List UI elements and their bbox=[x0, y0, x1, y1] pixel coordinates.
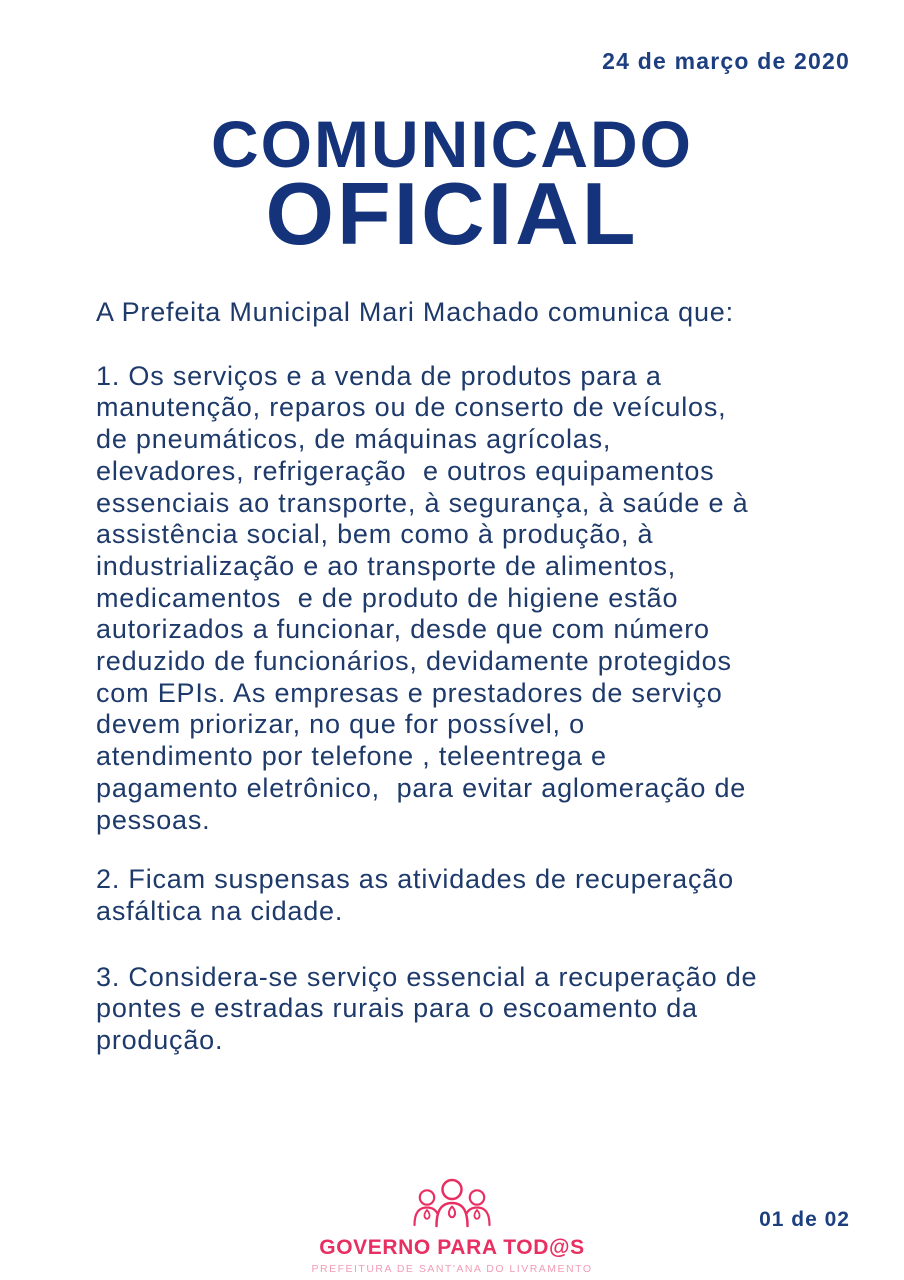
body-line: 1. Os serviços e a venda de produtos para a bbox=[96, 360, 662, 391]
body-line: 3. Considera-se serviço essencial a recuperação de bbox=[96, 961, 758, 992]
announcement-body bbox=[96, 297, 836, 1057]
body-line: reduzido de funcionários, devidamente protegidos bbox=[96, 646, 732, 677]
body-line: industrialização e ao transporte de alimentos, bbox=[96, 550, 677, 581]
body-line: elevadores, refrigeração e outros equipamentos bbox=[96, 455, 715, 486]
three-people-outline-icon bbox=[400, 1178, 504, 1234]
page-indicator: 01 de 02 bbox=[759, 1208, 850, 1231]
logo-title: GOVERNO PARA TOD@S bbox=[319, 1236, 585, 1259]
body-line: devem priorizar, no que for possível, o bbox=[96, 709, 585, 740]
title-line-oficial: OFICIAL bbox=[265, 164, 639, 263]
body-line: essenciais ao transporte, à segurança, à saúde e à bbox=[96, 487, 749, 518]
body-line: de pneumáticos, de máquinas agrícolas, bbox=[96, 424, 612, 455]
body-line: 2. Ficam suspensas as atividades de recuperação bbox=[96, 864, 734, 895]
page-title bbox=[0, 107, 904, 263]
body-line: pontes e estradas rurais para o escoamento da bbox=[96, 993, 698, 1024]
logo-subtitle: PREFEITURA DE SANT'ANA DO LIVRAMENTO bbox=[311, 1263, 593, 1275]
intro-paragraph bbox=[96, 297, 836, 329]
paragraph-1 bbox=[96, 361, 836, 837]
title-line-comunicado: COMUNICADO bbox=[211, 107, 693, 181]
paragraph-2 bbox=[96, 864, 836, 927]
body-line: produção. bbox=[96, 1025, 224, 1056]
body-line: autorizados a funcionar, desde que com número bbox=[96, 614, 710, 645]
body-line: pessoas. bbox=[96, 804, 211, 835]
body-line: assistência social, bem como à produção, à bbox=[96, 519, 654, 550]
body-line: com EPIs. As empresas e prestadores de serviço bbox=[96, 677, 723, 708]
paragraph-3 bbox=[96, 962, 836, 1057]
body-line: medicamentos e de produto de higiene estão bbox=[96, 582, 679, 613]
body-line: atendimento por telefone , teleentrega e bbox=[96, 741, 607, 772]
intro-line: A Prefeita Municipal Mari Machado comunica que: bbox=[96, 297, 734, 327]
body-line: manutenção, reparos ou de conserto de veículos, bbox=[96, 392, 727, 423]
body-line: pagamento eletrônico, para evitar aglomeração de bbox=[96, 772, 747, 803]
document-date: 24 de março de 2020 bbox=[602, 48, 850, 74]
body-line: asfáltica na cidade. bbox=[96, 895, 344, 926]
